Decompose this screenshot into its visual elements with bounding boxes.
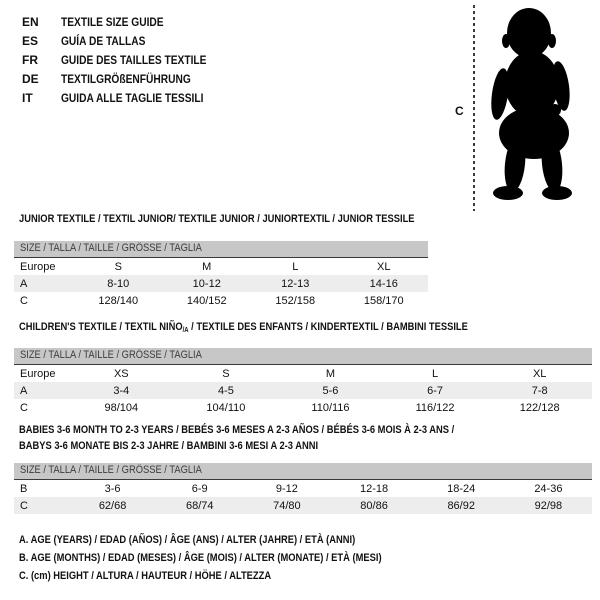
size-cell: 9-12 bbox=[275, 482, 298, 495]
footnotes bbox=[19, 531, 446, 585]
junior-size-table bbox=[14, 258, 428, 309]
size-cell: 7-8 bbox=[531, 384, 548, 397]
toddler-silhouette-image bbox=[487, 4, 599, 206]
size-cell: 3-6 bbox=[104, 482, 121, 495]
size-cell: 92/98 bbox=[534, 499, 563, 512]
table-row bbox=[14, 480, 592, 497]
size-header-text: SIZE / TALLA / TAILLE / GRÖSSE / TAGLIA bbox=[20, 349, 202, 361]
language-label: GUÍA DE TALLAS bbox=[61, 34, 146, 48]
row-label: A bbox=[20, 384, 28, 397]
babies-title-line2: BABYS 3-6 MONATE BIS 2-3 JAHRE / BAMBINI 3-6 MESI A 2-3 ANNI bbox=[19, 440, 319, 452]
table-row bbox=[14, 275, 428, 292]
row-label: C bbox=[20, 401, 28, 414]
row-label: A bbox=[20, 277, 28, 290]
size-cell: XL bbox=[532, 367, 547, 380]
size-cell: 140/152 bbox=[186, 294, 227, 307]
language-code: EN bbox=[22, 15, 39, 29]
size-cell: 86/92 bbox=[447, 499, 475, 512]
table-row bbox=[14, 292, 428, 309]
row-label: Europe bbox=[20, 260, 56, 273]
size-cell: L bbox=[432, 367, 439, 380]
babies-section-title bbox=[19, 422, 531, 454]
size-cell: 62/68 bbox=[98, 499, 127, 512]
language-row-de bbox=[22, 70, 232, 89]
size-cell: 12-18 bbox=[359, 482, 389, 495]
footnote-a bbox=[19, 531, 446, 549]
size-cell: 128/140 bbox=[98, 294, 139, 307]
children-title-pre: CHILDREN'S TEXTILE / TEXTIL NIÑO bbox=[19, 321, 183, 333]
junior-size-header-bar bbox=[14, 241, 428, 258]
size-cell: XS bbox=[113, 367, 129, 380]
size-cell: 3-4 bbox=[113, 384, 130, 397]
language-row-es bbox=[22, 32, 232, 51]
language-label: TEXTILGRÖßENFÜHRUNG bbox=[61, 72, 192, 86]
size-cell: 68/74 bbox=[185, 499, 214, 512]
size-cell: M bbox=[325, 367, 336, 380]
children-title-post: / TEXTILE DES ENFANTS / KINDERTEXTIL / BAMBINI TESSILE bbox=[188, 321, 468, 333]
size-cell: 6-9 bbox=[191, 482, 208, 495]
footnote-a-text: A. AGE (YEARS) / EDAD (AÑOS) / ÂGE (ANS) / ALTER (JAHRE) / ETÀ (ANNI) bbox=[19, 534, 356, 546]
size-cell: 14-16 bbox=[369, 277, 398, 290]
size-cell: S bbox=[222, 367, 230, 380]
size-cell: 110/116 bbox=[311, 401, 350, 414]
size-cell: 122/128 bbox=[519, 401, 560, 414]
size-cell: 12-13 bbox=[281, 277, 310, 290]
size-cell: 74/80 bbox=[273, 499, 301, 512]
size-cell: 10-12 bbox=[192, 277, 221, 290]
size-cell: M bbox=[202, 260, 212, 273]
size-cell: 158/170 bbox=[363, 294, 404, 307]
junior-section-title bbox=[19, 211, 484, 227]
table-row bbox=[14, 497, 592, 514]
language-code: FR bbox=[22, 53, 38, 67]
babies-size-table bbox=[14, 480, 592, 514]
children-title-subscript: /A bbox=[182, 327, 189, 334]
language-label: TEXTILE SIZE GUIDE bbox=[61, 15, 164, 29]
language-label: GUIDE DES TAILLES TEXTILE bbox=[61, 53, 207, 67]
language-row-fr bbox=[22, 51, 232, 70]
size-cell: 5-6 bbox=[322, 384, 339, 397]
table-row bbox=[14, 399, 592, 416]
babies-title-line1: BABIES 3-6 MONTH TO 2-3 YEARS / BEBÉS 3-6 MESES A 2-3 AÑOS / BÉBÉS 3-6 MOIS À 2-3 ANS / bbox=[19, 424, 455, 436]
row-label: C bbox=[20, 294, 28, 307]
size-cell: 116/122 bbox=[415, 401, 455, 414]
dashed-measure-line bbox=[473, 5, 475, 211]
size-cell: 4-5 bbox=[217, 384, 234, 397]
footnote-c bbox=[19, 567, 446, 585]
footnote-b-text: B. AGE (MONTHS) / EDAD (MESES) / ÂGE (MOIS) / ALTER (MONATE) / ETÀ (MESI) bbox=[19, 552, 382, 564]
junior-section-title-text: JUNIOR TEXTILE / TEXTIL JUNIOR/ TEXTILE JUNIOR / JUNIORTEXTIL / JUNIOR TESSILE bbox=[19, 213, 415, 225]
footnote-c-text: C. (cm) HEIGHT / ALTURA / HAUTEUR / HÖHE / ALTEZZA bbox=[19, 570, 272, 582]
language-code: DE bbox=[22, 72, 39, 86]
size-cell: 24-36 bbox=[534, 482, 563, 495]
row-label: C bbox=[20, 499, 28, 512]
size-cell: 152/158 bbox=[275, 294, 316, 307]
height-measure-label: C bbox=[455, 104, 464, 118]
row-label: B bbox=[20, 482, 28, 495]
language-code: ES bbox=[22, 34, 39, 48]
children-size-header-bar bbox=[14, 348, 592, 365]
row-label: Europe bbox=[20, 367, 56, 380]
size-header-text: SIZE / TALLA / TAILLE / GRÖSSE / TAGLIA bbox=[20, 464, 202, 476]
size-cell: 18-24 bbox=[447, 482, 476, 495]
children-section-title-text bbox=[19, 319, 468, 339]
language-list bbox=[22, 13, 232, 108]
children-size-table bbox=[14, 365, 592, 416]
language-code: IT bbox=[22, 91, 33, 105]
size-cell: 98/104 bbox=[104, 401, 139, 414]
babies-size-header-bar bbox=[14, 463, 592, 480]
language-label: GUIDA ALLE TAGLIE TESSILI bbox=[61, 91, 204, 105]
size-header-text: SIZE / TALLA / TAILLE / GRÖSSE / TAGLIA bbox=[20, 242, 202, 254]
language-row-en bbox=[22, 13, 232, 32]
size-cell: 80/86 bbox=[360, 499, 388, 512]
table-row bbox=[14, 382, 592, 399]
size-cell: 104/110 bbox=[206, 401, 246, 414]
size-cell: S bbox=[114, 260, 122, 273]
children-section-title bbox=[19, 319, 547, 339]
size-cell: 8-10 bbox=[107, 277, 130, 290]
footnote-b bbox=[19, 549, 446, 567]
size-cell: XL bbox=[377, 260, 391, 273]
language-row-it bbox=[22, 89, 232, 108]
size-cell: L bbox=[292, 260, 299, 273]
table-row bbox=[14, 365, 592, 382]
size-cell: 6-7 bbox=[427, 384, 444, 397]
table-row bbox=[14, 258, 428, 275]
